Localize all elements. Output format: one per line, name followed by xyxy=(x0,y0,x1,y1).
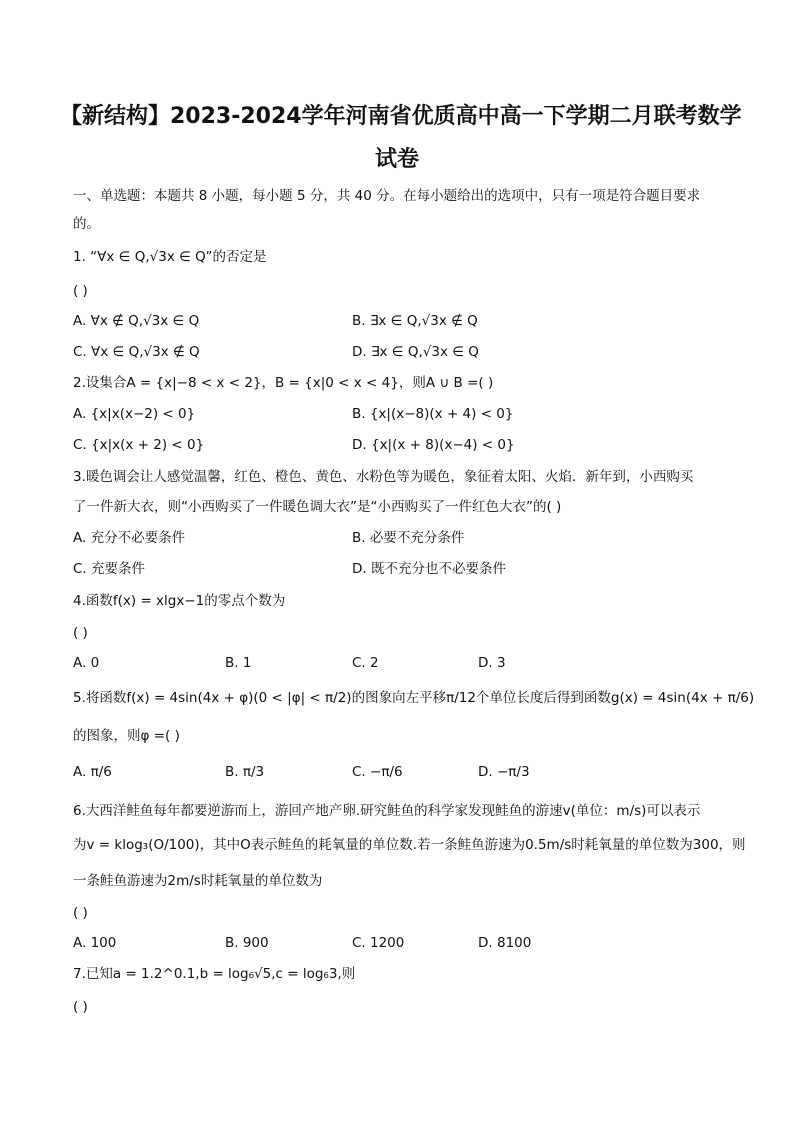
question-4-option-b: B. 1 xyxy=(225,655,252,671)
question-2-option-b: B. {x|(x−8)(x + 4) < 0} xyxy=(352,406,514,422)
question-1-paren: ( ) xyxy=(73,283,88,299)
question-3-option-b: B. 必要不充分条件 xyxy=(352,530,465,546)
question-5-stem: 5.将函数f(x) = 4sin(4x + φ)(0 < |φ| < π/2)的图象向左平移π/12个单位长度后得到函数g(x) = 4sin(4x + π/6) xyxy=(73,690,755,706)
question-2-option-a: A. {x|x(x−2) < 0} xyxy=(73,406,196,422)
question-4-option-c: C. 2 xyxy=(352,655,379,671)
question-6-stem-continued-2: 一条鲑鱼游速为2m/s时耗氧量的单位数为 xyxy=(73,873,323,889)
question-6-paren: ( ) xyxy=(73,905,88,921)
question-6-option-c: C. 1200 xyxy=(352,935,405,951)
question-1-option-c: C. ∀x ∈ Q,√3x ∉ Q xyxy=(73,344,200,360)
question-5-option-c: C. −π/6 xyxy=(352,764,403,780)
section-instructions-continued: 的。 xyxy=(73,216,100,232)
question-6-option-a: A. 100 xyxy=(73,935,117,951)
question-5-option-d: D. −π/3 xyxy=(478,764,530,780)
question-3-stem: 3.暖色调会让人感觉温馨，红色、橙色、黄色、水粉色等为暖色，象征着太阳、火焰．新年到，小西购买 xyxy=(73,469,694,485)
question-3-option-d: D. 既不充分也不必要条件 xyxy=(352,561,506,577)
question-2-option-d: D. {x|(x + 8)(x−4) < 0} xyxy=(352,437,515,453)
question-7-paren: ( ) xyxy=(73,999,88,1015)
question-6-stem-continued: 为v = klog₃(O/100)，其中O表示鲑鱼的耗氧量的单位数.若一条鲑鱼游速为0.5m/s时耗氧量的单位数为300，则 xyxy=(73,837,746,853)
question-6-option-d: D. 8100 xyxy=(478,935,532,951)
question-4-option-d: D. 3 xyxy=(478,655,506,671)
question-7-stem: 7.已知a = 1.2^0.1,b = log₆√5,c = log₆3,则 xyxy=(73,966,356,982)
question-3-option-c: C. 充要条件 xyxy=(73,561,146,577)
question-6-option-b: B. 900 xyxy=(225,935,269,951)
question-2-stem: 2.设集合A = {x|−8 < x < 2}，B = {x|0 < x < 4}，则A ∪ B =( ) xyxy=(73,375,494,391)
question-5-option-b: B. π/3 xyxy=(225,764,265,780)
question-1-option-a: A. ∀x ∉ Q,√3x ∈ Q xyxy=(73,313,200,329)
question-3-option-a: A. 充分不必要条件 xyxy=(73,530,186,546)
question-1-option-b: B. ∃x ∈ Q,√3x ∉ Q xyxy=(352,313,478,329)
question-2-option-c: C. {x|x(x + 2) < 0} xyxy=(73,437,205,453)
question-1-stem: 1. “∀x ∈ Q,√3x ∈ Q”的否定是 xyxy=(73,249,267,265)
question-3-stem-continued: 了一件新大衣，则“小西购买了一件暖色调大衣”是“小西购买了一件红色大衣”的( ) xyxy=(73,499,562,515)
question-4-stem: 4.函数f(x) = xlgx−1的零点个数为 xyxy=(73,593,286,609)
section-instructions: 一、单选题：本题共 8 小题，每小题 5 分，共 40 分。在每小题给出的选项中，只有一项是符合题目要求 xyxy=(73,188,701,204)
question-6-stem: 6.大西洋鲑鱼每年都要逆游而上，游回产地产卵.研究鲑鱼的科学家发现鲑鱼的游速v(单位：m/s)可以表示 xyxy=(73,803,701,819)
question-4-paren: ( ) xyxy=(73,625,88,641)
question-5-stem-continued: 的图象，则φ =( ) xyxy=(73,728,180,744)
exam-title-continued: 试卷 xyxy=(374,147,419,172)
question-4-option-a: A. 0 xyxy=(73,655,100,671)
exam-title: 【新结构】2023-2024学年河南省优质高中高一下学期二月联考数学 xyxy=(60,104,742,129)
question-1-option-d: D. ∃x ∈ Q,√3x ∈ Q xyxy=(352,344,479,360)
question-5-option-a: A. π/6 xyxy=(73,764,112,780)
